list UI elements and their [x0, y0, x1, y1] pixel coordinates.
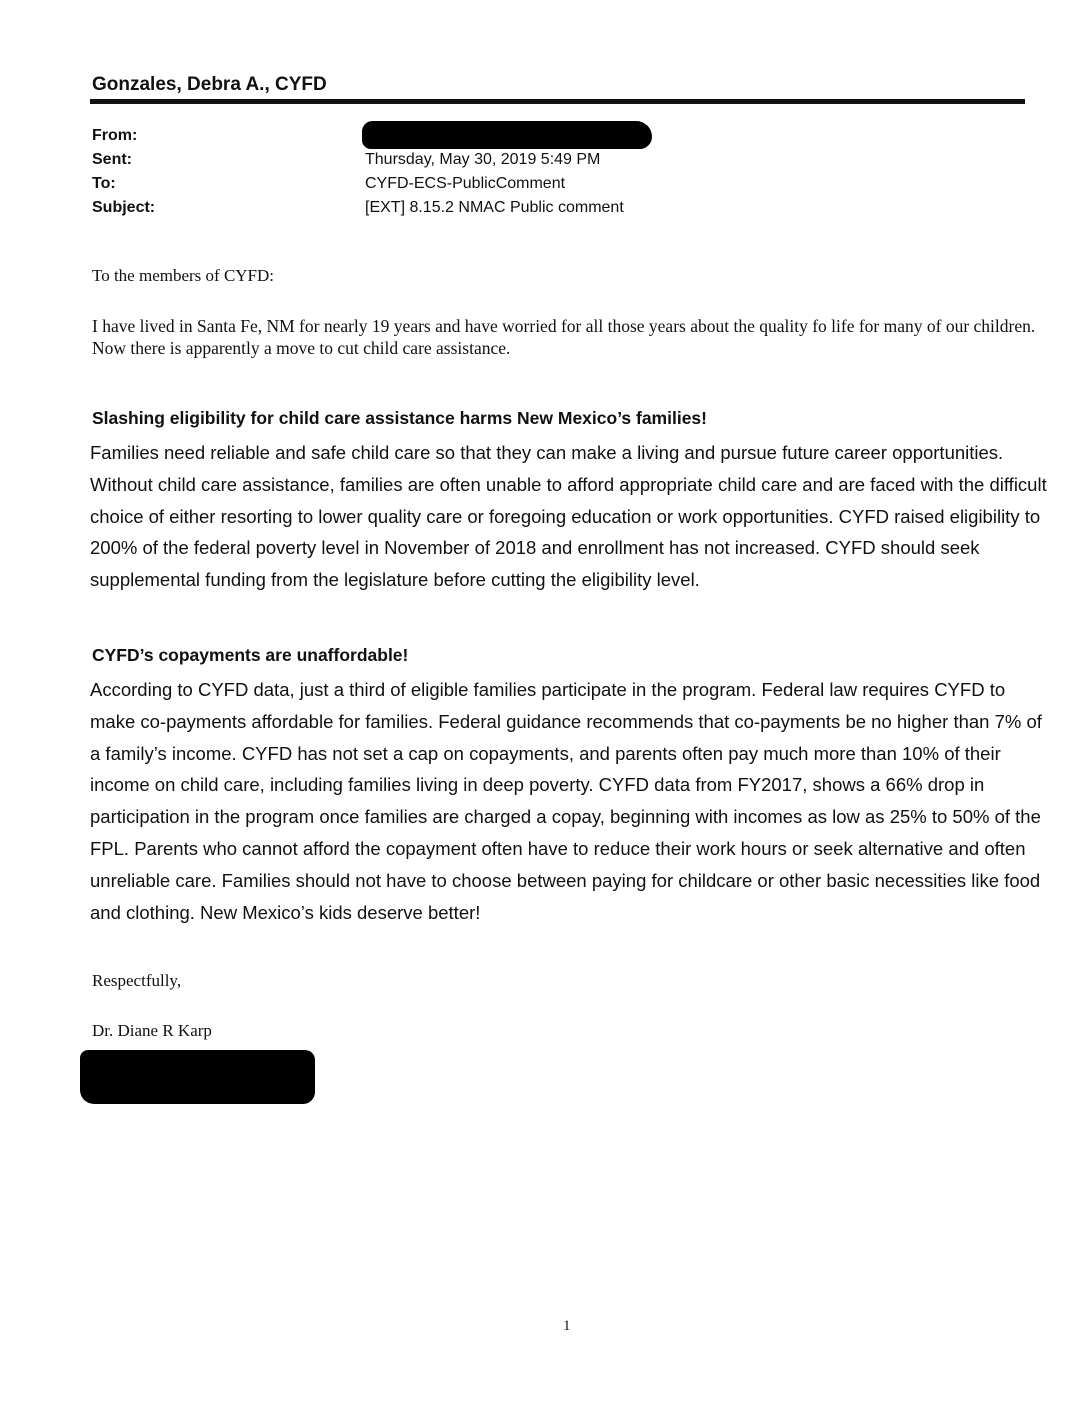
to-label: To: — [92, 175, 116, 192]
to-value: CYFD-ECS-PublicComment — [365, 175, 566, 192]
section2-paragraph: According to CYFD data, just a third of eligible families participate in the program. Federal law requires CYFD to make co-payments affordable for families. Federal guidance recommends that co-payments be no higher than 7% of a family’s income. CYFD has not set a cap on copayments, and parents often pay much more than 10% of their income on child care, including families living in deep poverty. CYFD data from FY2017, shows a 66% drop in participation in the program once families are charged a copay, beginning with incomes as low as 25% to 50% of the FPL. Parents who cannot afford the copayment often have to reduce their work hours or seek alternative and often unreliable care. Families should not have to choose between paying for childcare or other basic necessities like food and clothing. New Mexico’s kids deserve better! — [90, 679, 1042, 923]
sent-row — [92, 149, 712, 173]
section1-paragraph: Families need reliable and safe child care so that they can make a living and pursue future career opportunities. Without child care assistance, families are often unable to afford appropriate child care and are faced with the difficult choice of either resorting to lower quality care or foregoing education or work opportunities. CYFD raised eligibility to 200% of the federal poverty level in November of 2018 and enrollment has not increased. CYFD should seek supplemental funding from the legislature before cutting the eligibility level. — [90, 442, 1047, 591]
header-divider — [90, 99, 1025, 104]
sent-label: Sent: — [92, 151, 132, 168]
page-number: 1 — [563, 1318, 571, 1334]
closing: Respectfully, — [92, 971, 182, 990]
subject-row — [92, 197, 712, 221]
to-row — [92, 173, 712, 197]
section2-heading: CYFD’s copayments are unaffordable! — [92, 645, 409, 665]
from-label: From: — [92, 127, 138, 144]
mailbox-owner-name: Gonzales, Debra A., CYFD — [92, 74, 327, 95]
signature: Dr. Diane R Karp — [92, 1021, 212, 1040]
from-row — [92, 125, 712, 149]
from-redaction — [362, 121, 652, 149]
section1-heading: Slashing eligibility for child care assistance harms New Mexico’s families! — [92, 408, 707, 428]
email-header-fields — [92, 125, 712, 221]
subject-value: [EXT] 8.15.2 NMAC Public comment — [365, 199, 624, 216]
sent-value: Thursday, May 30, 2019 5:49 PM — [365, 151, 601, 168]
contact-redaction — [80, 1050, 315, 1104]
subject-label: Subject: — [92, 199, 156, 216]
greeting: To the members of CYFD: — [92, 266, 275, 285]
intro-paragraph: I have lived in Santa Fe, NM for nearly 19 years and have worried for all those years about the quality fo life for many of our children. Now there is apparently a move to cut child care assistance. — [92, 316, 1036, 358]
